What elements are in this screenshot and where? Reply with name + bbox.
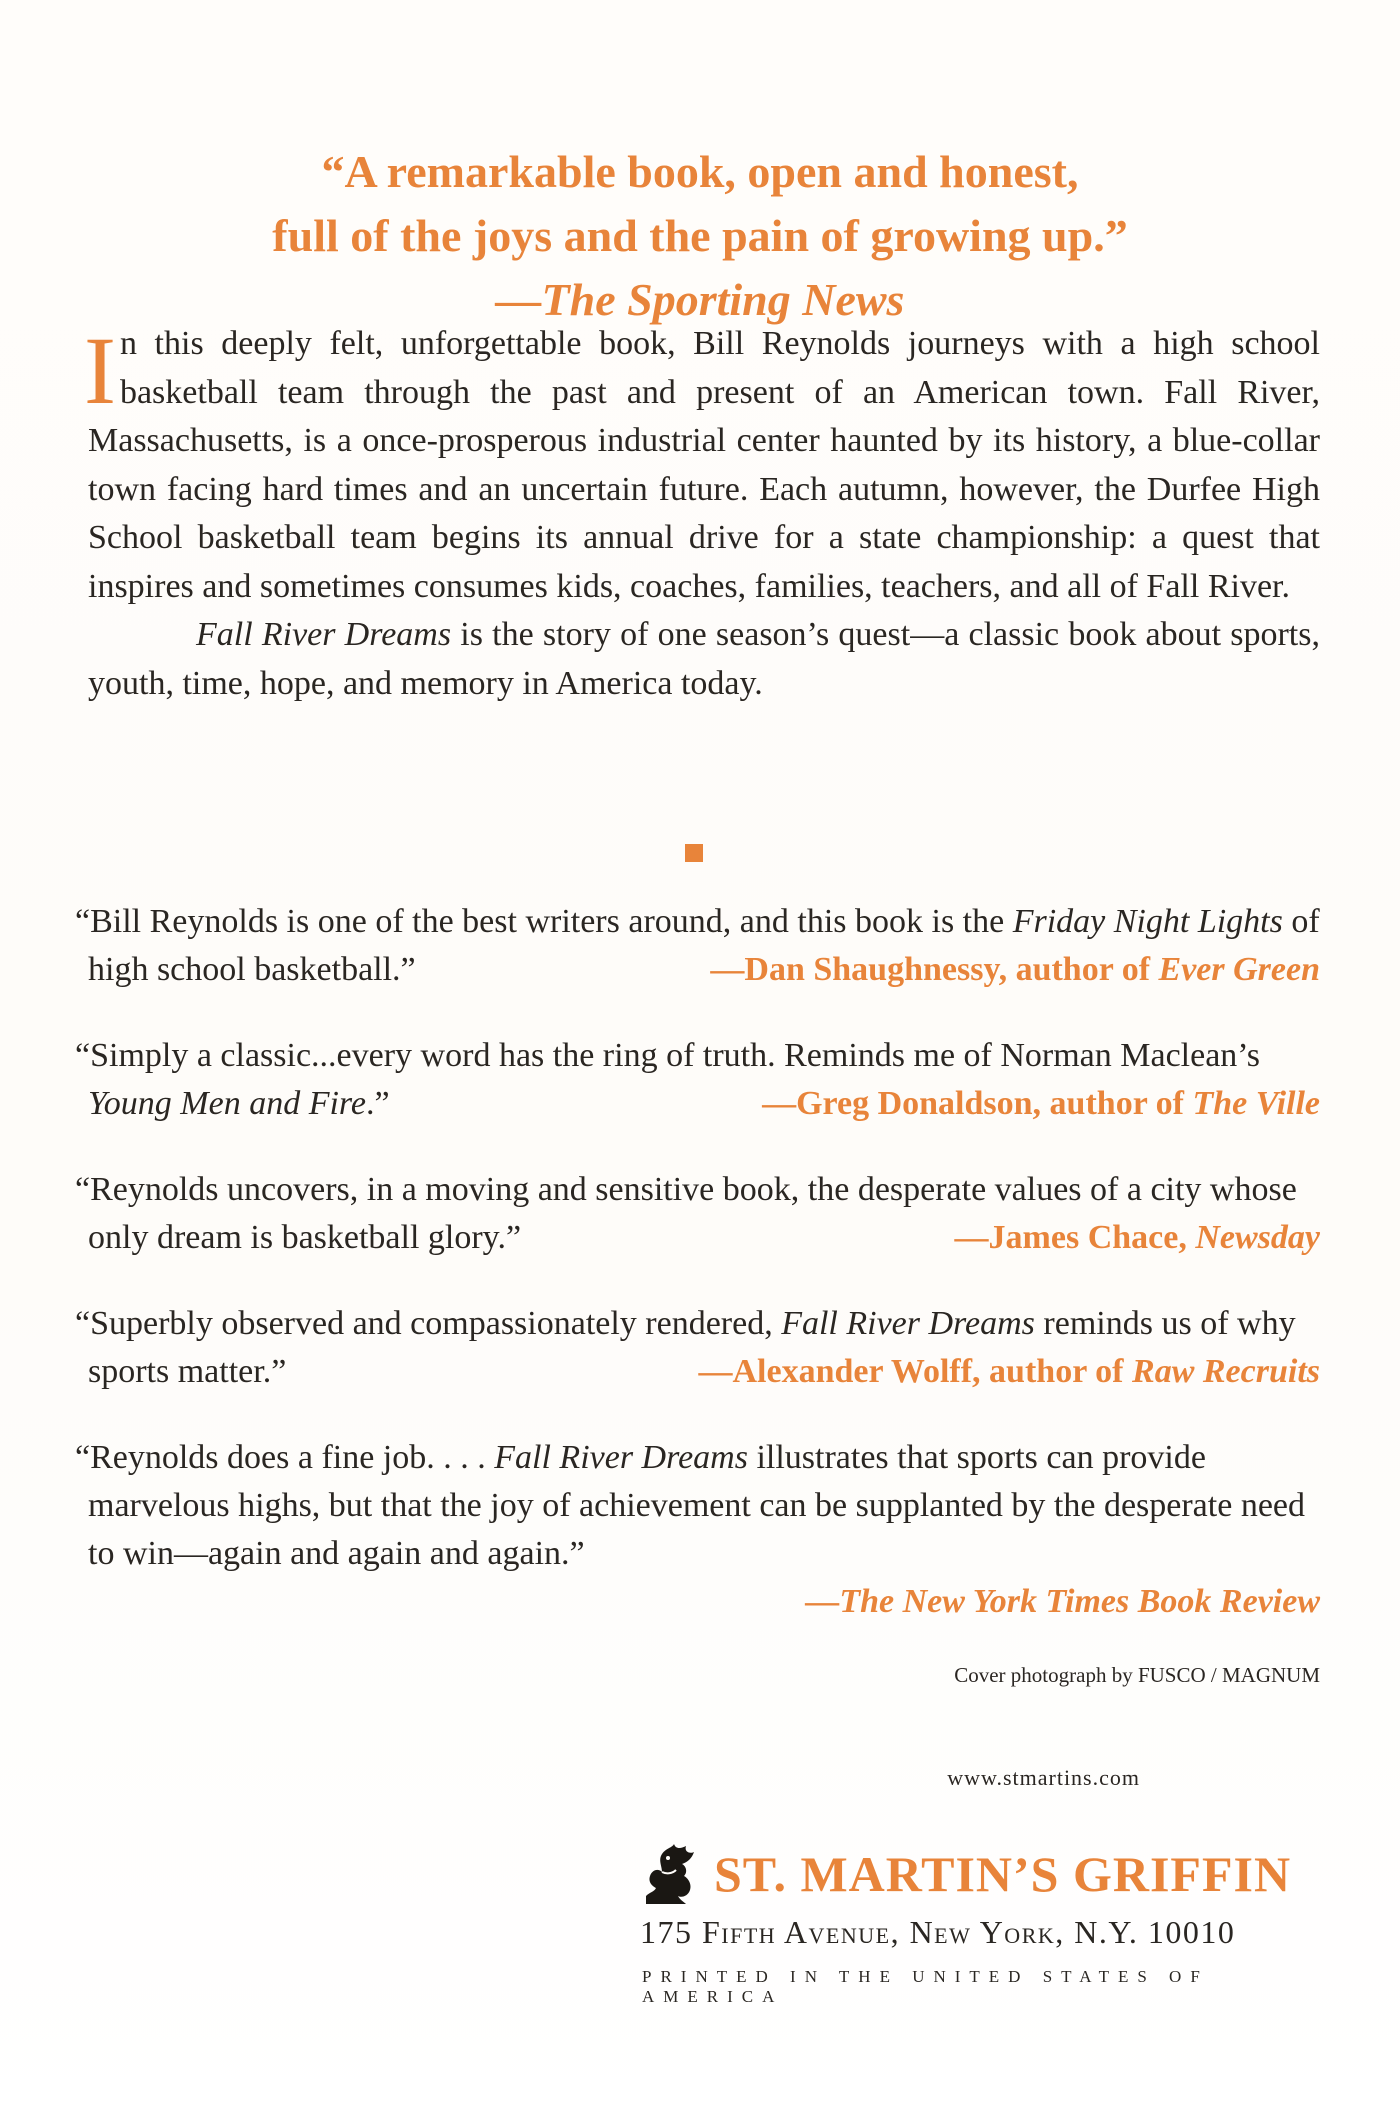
website-url: www.stmartins.com <box>947 1765 1140 1790</box>
blurb-text-part: illustrates that sports can provide marvelous highs, but that the joy of achievement can be supplanted by the desperate need to win—again and again and again.” <box>88 1439 1305 1572</box>
blurb-source-part: —Dan Shaughnessy, author of <box>710 951 1159 988</box>
publisher-name: ST. MARTIN’S GRIFFIN <box>714 1846 1292 1902</box>
blurb-title: Friday Night Lights <box>1012 903 1283 940</box>
blurb-source-title: The Ville <box>1192 1085 1320 1122</box>
headline-attribution: —The Sporting News <box>495 274 905 325</box>
photo-credit: Cover photograph by FUSCO / MAGNUM <box>954 1663 1320 1687</box>
publisher-block <box>632 1838 1332 2007</box>
blurb-text-part: .” <box>365 1085 390 1122</box>
book-title: Fall River Dreams <box>196 616 452 653</box>
blurb-title: Fall River Dreams <box>494 1439 748 1476</box>
blurb-source <box>762 1080 1320 1128</box>
publisher-address: 175 Fifth Avenue, New York, N.Y. 10010 <box>640 1914 1236 1950</box>
intro-paragraph-1-text: n this deeply felt, unforgettable book, Bill Reynolds journeys with a high school basketball team through the past and present of an American town. Fall River, Massachusetts, is a once-prosperous industrial center haunted by its history, a blue-collar town facing hard times and an uncertain future. Each autumn, however, the Durfee High School basketball team begins its annual drive for a state championship: a quest that inspires and sometimes consumes kids, coaches, families, teachers, and all of Fall River. <box>88 325 1320 605</box>
blurb-1 <box>75 898 1320 994</box>
printed-in: PRINTED IN THE UNITED STATES OF AMERICA <box>642 1967 1209 2006</box>
blurb-source <box>75 1578 1320 1626</box>
blurb-3 <box>75 1166 1320 1262</box>
publisher-logo-row <box>632 1838 1332 1910</box>
blurb-source <box>710 946 1320 994</box>
blurb-text-part: “Simply a classic...every word has the ring of truth. Reminds me of Norman Maclean’s <box>75 1037 1260 1074</box>
blurb-source-part: —James Chace, <box>954 1219 1196 1256</box>
blurb-source <box>698 1348 1320 1396</box>
blurb-source-title: Newsday <box>1195 1219 1320 1256</box>
headline-quote <box>0 140 1400 332</box>
intro-paragraph-1 <box>84 317 1320 611</box>
blurb-5 <box>75 1434 1320 1626</box>
blurb-text-part: “Reynolds does a fine job. . . . <box>75 1439 495 1476</box>
blurb-2 <box>75 1032 1320 1128</box>
blurb-source-part: —Greg Donaldson, author of <box>762 1085 1193 1122</box>
headline-line-2: full of the joys and the pain of growing up.” <box>272 210 1128 261</box>
blurb-title: Fall River Dreams <box>781 1305 1035 1342</box>
blurb-title: Young Men and Fire <box>88 1085 366 1122</box>
headline-line-1: “A remarkable book, open and honest, <box>321 146 1079 197</box>
blurb-source-title: Raw Recruits <box>1132 1353 1320 1390</box>
blurb-4 <box>75 1300 1320 1396</box>
review-blurbs <box>75 898 1320 1664</box>
blurb-text-part: reminds us of why sports matter.” <box>88 1305 1296 1390</box>
blurb-source <box>955 1214 1320 1262</box>
intro-description <box>84 317 1320 708</box>
intro-paragraph-2 <box>88 611 1320 708</box>
blurb-source-part: —Alexander Wolff, author of <box>698 1353 1133 1390</box>
blurb-text <box>75 1434 1320 1578</box>
intro-paragraph-2-text: is the story of one season’s quest—a classic book about sports, youth, time, hope, and memory in America today. <box>88 616 1320 702</box>
blurb-text-part: of high school basketball.” <box>88 903 1320 988</box>
blurb-text-part: “Bill Reynolds is one of the best writers around, and this book is the <box>75 903 1013 940</box>
drop-cap: I <box>84 317 116 424</box>
griffin-icon <box>632 1838 704 1910</box>
blurb-text-part: “Superbly observed and compassionately rendered, <box>75 1305 782 1342</box>
blurb-source-title: Ever Green <box>1158 951 1320 988</box>
section-divider-square <box>685 844 703 862</box>
blurb-text-part: “Reynolds uncovers, in a moving and sensitive book, the desperate values of a city whose only dream is basketball glory.” <box>75 1171 1297 1256</box>
blurb-source-title: —The New York Times Book Review <box>805 1583 1320 1620</box>
